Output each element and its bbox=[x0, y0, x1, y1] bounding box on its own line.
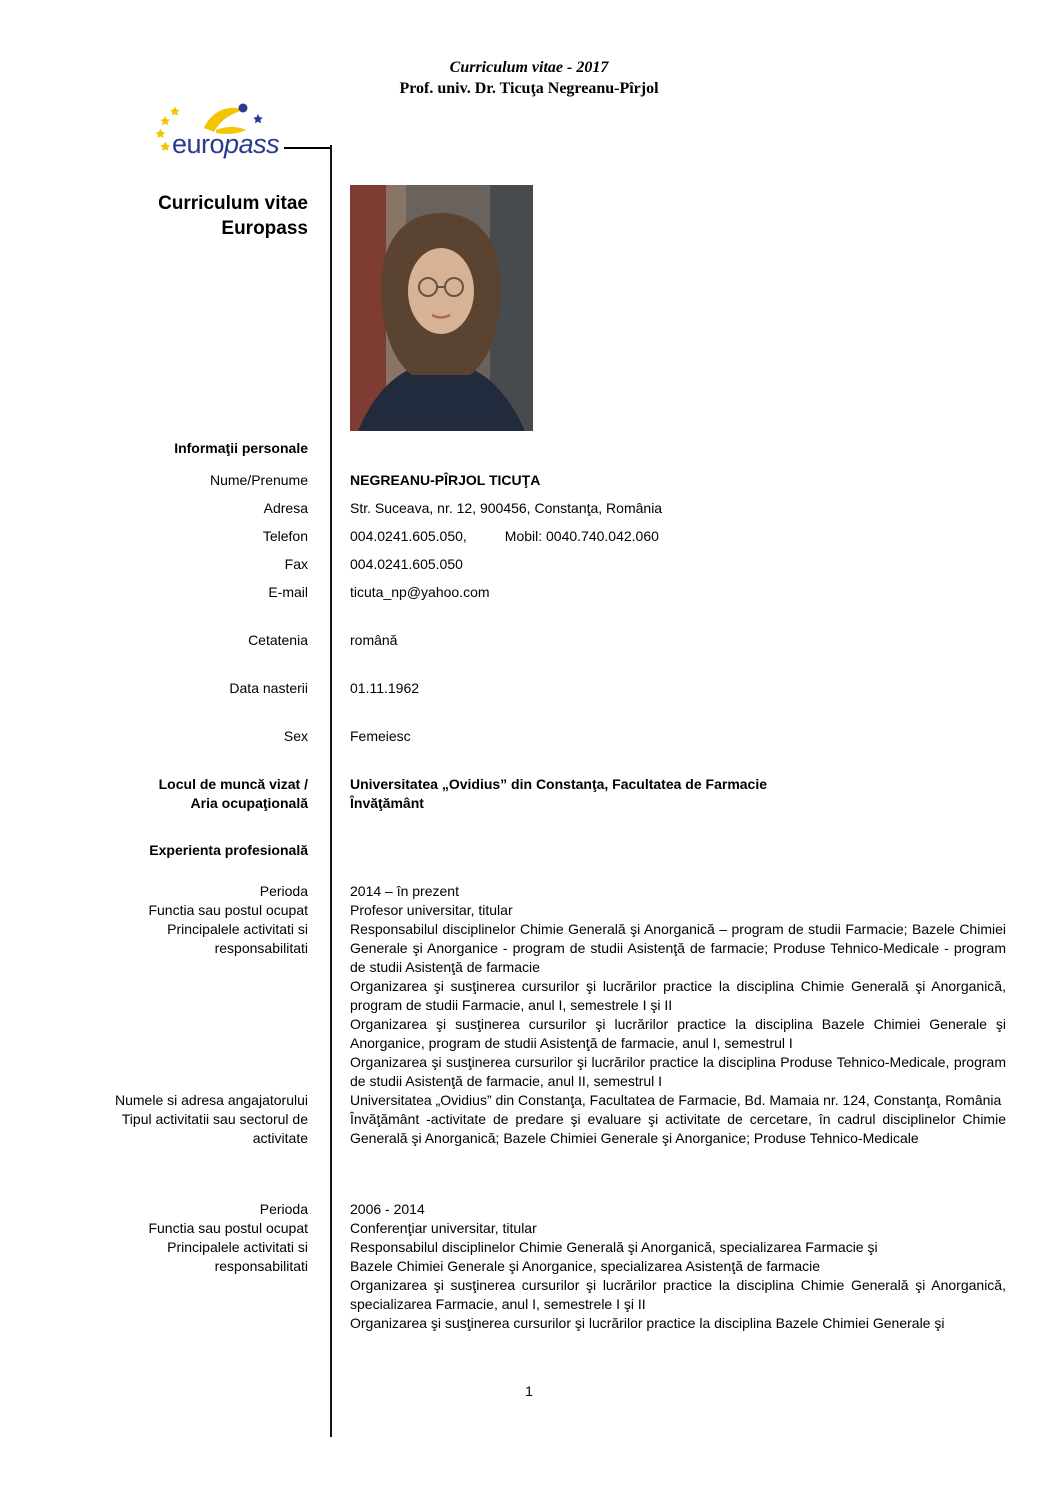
activities-value bbox=[330, 1238, 1058, 1333]
job-entry-1 bbox=[0, 882, 1058, 1148]
field-label: Fax bbox=[284, 556, 308, 572]
activities-row bbox=[0, 1238, 1058, 1333]
field-label: Telefon bbox=[262, 528, 308, 544]
field-label: Data nasterii bbox=[229, 680, 308, 696]
sector-value bbox=[330, 1110, 1058, 1148]
row-sex bbox=[0, 727, 1058, 746]
experience-heading-row bbox=[0, 841, 1058, 860]
employer-row bbox=[0, 1091, 1058, 1110]
cv-content bbox=[0, 185, 1058, 1333]
field-label: Nume/Prenume bbox=[209, 472, 308, 488]
target-job-label-line2: Aria ocupaţională bbox=[190, 795, 308, 811]
row-cetatenia bbox=[0, 631, 1058, 650]
row-adresa bbox=[0, 499, 1058, 518]
sector-paragraph: Învăţământ -activitate de predare şi evaluare şi activitate de cercetare, în cadrul disciplinelor Chimie Generală şi Anorganică; Bazele Chimiei Generale şi Anorganice; Produse Tehnico-Medicale bbox=[350, 1111, 1006, 1146]
position-value: Profesor universitar, titular bbox=[350, 902, 513, 918]
document-title bbox=[85, 191, 308, 241]
employer-value bbox=[330, 1091, 1058, 1110]
field-value: NEGREANU-PÎRJOL TICUŢA bbox=[350, 472, 541, 488]
target-job-value-line1: Universitatea „Ovidius” din Constanţa, Facultatea de Farmacie bbox=[350, 776, 768, 792]
field-label: Perioda bbox=[259, 883, 308, 899]
activity-paragraph: Responsabilul disciplinelor Chimie Generală şi Anorganică, specializarea Farmacie şi bbox=[350, 1239, 878, 1255]
target-job-row bbox=[0, 775, 1058, 813]
employer-paragraph: Universitatea „Ovidius” din Constanţa, Facultatea de Farmacie, Bd. Mamaia nr. 124, Constanţa, România bbox=[350, 1092, 1002, 1108]
personal-info-heading: Informaţii personale bbox=[174, 440, 308, 456]
field-value: Str. Suceava, nr. 12, 900456, Constanţa, România bbox=[350, 500, 663, 516]
personal-info-heading-row bbox=[0, 439, 1058, 458]
logo-connector-line bbox=[284, 147, 330, 149]
target-job-label bbox=[0, 775, 330, 813]
field-value: Femeiesc bbox=[350, 728, 411, 744]
period-row bbox=[0, 882, 1058, 901]
activity-paragraph: Organizarea şi susţinerea cursurilor şi lucrărilor practice la disciplina Bazele Chimiei Generale şi bbox=[350, 1315, 945, 1331]
portrait-photo-graphic bbox=[350, 185, 533, 431]
row-email bbox=[0, 583, 1058, 602]
row-fax bbox=[0, 555, 1058, 574]
europass-logo bbox=[146, 100, 291, 162]
mobile-number: Mobil: 0040.740.042.060 bbox=[504, 528, 659, 544]
row-telefon bbox=[0, 527, 1058, 546]
page-number: 1 bbox=[525, 1383, 533, 1399]
sector-row bbox=[0, 1110, 1058, 1148]
document-title-line2: Europass bbox=[221, 218, 308, 239]
target-job-value bbox=[330, 775, 1058, 813]
period-value: 2006 - 2014 bbox=[350, 1201, 425, 1217]
job-entry-2 bbox=[0, 1200, 1058, 1333]
field-label: Adresa bbox=[263, 500, 308, 516]
activity-paragraph: Organizarea şi susţinerea cursurilor şi lucrărilor practice la disciplina Bazele Chimiei Generale şi Anorganice, program de studii Asistenţă de farmacie, anul I, semestrul I bbox=[350, 1016, 1006, 1051]
field-value bbox=[330, 527, 1058, 546]
europass-wordmark bbox=[172, 131, 279, 158]
position-row bbox=[0, 1219, 1058, 1238]
field-label: Functia sau postul ocupat bbox=[148, 1220, 308, 1236]
title-photo-row bbox=[0, 185, 1058, 431]
activity-paragraph: Bazele Chimiei Generale şi Anorganice, specializarea Asistenţă de farmacie bbox=[350, 1258, 821, 1274]
field-label: Tipul activitatii sau sectorul de activitate bbox=[121, 1111, 308, 1146]
field-label: Functia sau postul ocupat bbox=[148, 902, 308, 918]
activity-paragraph: Organizarea şi susţinerea cursurilor şi lucrărilor practice la disciplina Chimie Generală şi Anorganică, specializarea Farmacie, anul I, semestrele I şi II bbox=[350, 1277, 1006, 1312]
target-job-value-line2: Învăţământ bbox=[350, 795, 424, 811]
email-value: ticuta_np@yahoo.com bbox=[350, 584, 490, 600]
logo-pass-text: pass bbox=[224, 129, 280, 159]
field-label: Cetatenia bbox=[248, 632, 308, 648]
period-value: 2014 – în prezent bbox=[350, 883, 459, 899]
activity-paragraph: Responsabilul disciplinelor Chimie Generală şi Anorganică – program de studii Farmacie; Bazele Chimiei Generale şi Anorganice - program de studii Asistenţă de farmacie; Produse Tehnico-Medicale - program de studii Asistenţă de farmacie bbox=[350, 921, 1006, 975]
field-label: Sex bbox=[283, 728, 308, 744]
field-label: Perioda bbox=[259, 1201, 308, 1217]
activities-row bbox=[0, 920, 1058, 1091]
target-job-label-line1: Locul de muncă vizat / bbox=[158, 776, 308, 792]
position-value: Conferenţiar universitar, titular bbox=[350, 1220, 537, 1236]
field-value: 004.0241.605.050 bbox=[350, 556, 463, 572]
row-data-nasterii bbox=[0, 679, 1058, 698]
position-row bbox=[0, 901, 1058, 920]
header-title: Curriculum vitae - 2017 bbox=[449, 59, 609, 76]
phone-number: 004.0241.605.050, bbox=[350, 528, 467, 544]
row-nume-prenume bbox=[0, 471, 1058, 490]
experience-heading: Experienta profesională bbox=[149, 842, 308, 858]
field-value: română bbox=[350, 632, 398, 648]
field-label: Numele si adresa angajatorului bbox=[115, 1092, 308, 1108]
field-label: Principalele activitati si responsabilitati bbox=[167, 921, 308, 956]
document-header bbox=[0, 57, 1058, 99]
activities-value bbox=[330, 920, 1058, 1091]
document-title-line1: Curriculum vitae bbox=[158, 193, 308, 214]
portrait-photo bbox=[350, 185, 533, 431]
logo-euro-text: euro bbox=[172, 129, 225, 159]
field-label: Principalele activitati si responsabilitati bbox=[167, 1239, 308, 1274]
field-label: E-mail bbox=[268, 584, 308, 600]
header-author: Prof. univ. Dr. Ticuţa Negreanu-Pîrjol bbox=[399, 80, 659, 97]
activity-paragraph: Organizarea şi susţinerea cursurilor şi lucrărilor practice la disciplina Chimie Generală şi Anorganică, program de studii Farmacie, anul I, semestrele I şi II bbox=[350, 978, 1006, 1013]
field-value: 01.11.1962 bbox=[350, 680, 420, 696]
activity-paragraph: Organizarea şi susţinerea cursurilor şi lucrărilor practice la disciplina Produse Tehnico-Medicale, program de studii Asistenţă de farmacie, anul II, semestrul I bbox=[350, 1054, 1006, 1089]
period-row bbox=[0, 1200, 1058, 1219]
